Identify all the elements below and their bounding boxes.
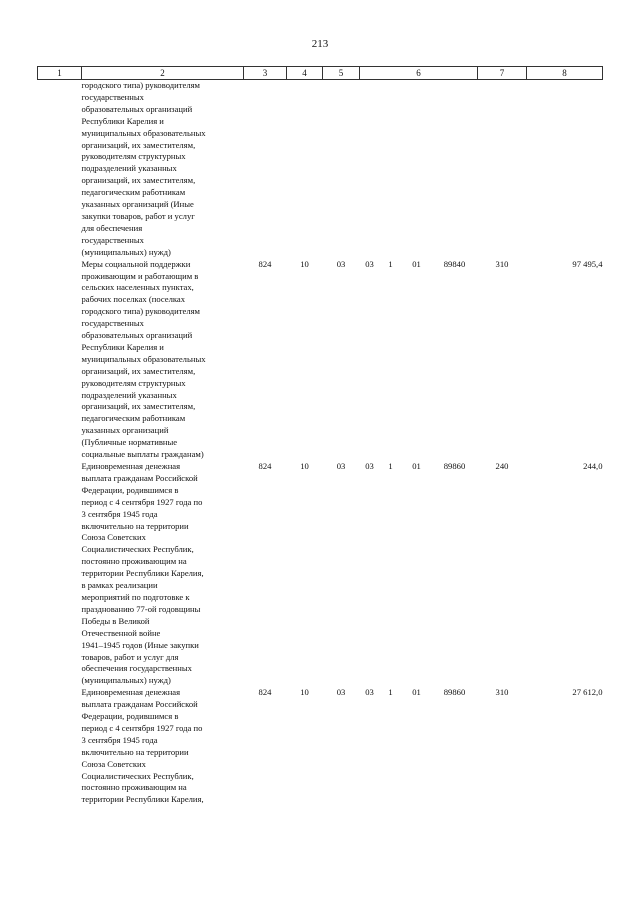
cell-col-6a: 03 — [365, 258, 374, 269]
cell-col-8: 27 612,0 — [572, 687, 603, 698]
cell-col-5: 03 — [336, 687, 346, 698]
row-description: Единовременная денежная выплата гражданам Российской Федерации, родившимся в период с 4 сентября 1927 года по 3 сентября 1945 года включительно на территории Союза Советских Социалистических Республик, постоянно проживающим на территории Республики Карелия, в рамках реализации мероприятий по подготовке к празднованию 77-ой годовщины Победы в Великой Отечественной войне 1941–1945 годов (Иные закупки товаров, работ и услуг для обеспечения государственных (муниципальных) нужд) — [81, 461, 204, 686]
cell-col-6b: 1 — [388, 461, 393, 471]
cell-col-8 — [527, 80, 603, 259]
cell-col-7: 310 — [495, 258, 509, 269]
table-row — [38, 259, 603, 461]
cell-col-7: 310 — [495, 687, 509, 698]
cell-col-6d — [432, 80, 478, 259]
table-row — [38, 687, 603, 806]
row-description: городского типа) руководителям государственных образовательных организаций Республики Карелия и муниципальных образовательных организаций, их заместителям, руководителям структурных подразделений указанных организаций, их заместителям, педагогическим работникам указанных организаций (Иные закупки товаров, работ и услуг для обеспечения государственных (муниципальных) нужд) — [81, 80, 206, 257]
cell-col-6b — [380, 80, 402, 259]
header-col-1: 1 — [38, 67, 82, 80]
header-col-4: 4 — [287, 67, 323, 80]
cell-col-3: 824 — [258, 258, 272, 269]
header-col-5: 5 — [323, 67, 360, 80]
cell-col-3: 824 — [258, 461, 272, 471]
page-number: 213 — [311, 38, 329, 50]
cell-col-4: 10 — [300, 461, 309, 471]
cell-col-6c: 01 — [412, 461, 421, 471]
cell-col-6b: 1 — [388, 687, 393, 698]
header-col-3: 3 — [244, 67, 287, 80]
cell-col-5: 03 — [336, 258, 346, 269]
cell-col-6d: 89860 — [443, 687, 466, 698]
row-description: Единовременная денежная выплата гражданам Российской Федерации, родившимся в период с 4 сентября 1927 года по 3 сентября 1945 года включительно на территории Союза Советских Социалистических Республик, постоянно проживающим на территории Республики Карелия, — [81, 687, 204, 805]
cell-col-7: 240 — [495, 461, 509, 471]
row-index-cell — [38, 80, 82, 259]
header-col-7: 7 — [478, 67, 527, 80]
cell-col-6a — [360, 80, 380, 259]
table-row — [38, 80, 603, 259]
cell-col-8: 97 495,4 — [572, 258, 603, 269]
header-col-2: 2 — [82, 67, 244, 80]
cell-col-6c: 01 — [412, 687, 421, 698]
cell-col-7 — [478, 80, 527, 259]
budget-table — [37, 66, 603, 806]
cell-col-6a: 03 — [365, 461, 374, 471]
cell-col-6c: 01 — [412, 258, 421, 269]
row-index-cell — [38, 687, 82, 806]
header-row — [38, 67, 603, 80]
header-col-6: 6 — [360, 67, 478, 80]
cell-col-3: 824 — [258, 687, 272, 698]
cell-col-4: 10 — [300, 258, 309, 269]
table-row — [38, 461, 603, 687]
cell-col-6c — [402, 80, 432, 259]
cell-col-5 — [323, 80, 360, 259]
cell-col-5: 03 — [336, 461, 346, 471]
cell-col-6d: 89860 — [443, 461, 466, 471]
cell-col-4 — [287, 80, 323, 259]
row-description: Меры социальной поддержки проживающим и работающим в сельских населенных пунктах, рабочих поселках (поселках городского типа) руководителям государственных образовательных организаций Республики Карелия и муниципальных образовательных организаций, их заместителям, руководителям структурных подразделений указанных организаций, их заместителям, педагогическим работникам указанных организаций (Публичные нормативные социальные выплаты гражданам) — [81, 258, 206, 460]
row-index-cell — [38, 461, 82, 687]
cell-col-3 — [244, 80, 287, 259]
header-col-8: 8 — [527, 67, 603, 80]
row-index-cell — [38, 259, 82, 461]
cell-col-6b: 1 — [388, 258, 393, 269]
cell-col-8: 244,0 — [583, 461, 603, 471]
cell-col-4: 10 — [300, 687, 309, 698]
cell-col-6d: 89840 — [443, 258, 466, 269]
cell-col-6a: 03 — [365, 687, 374, 698]
